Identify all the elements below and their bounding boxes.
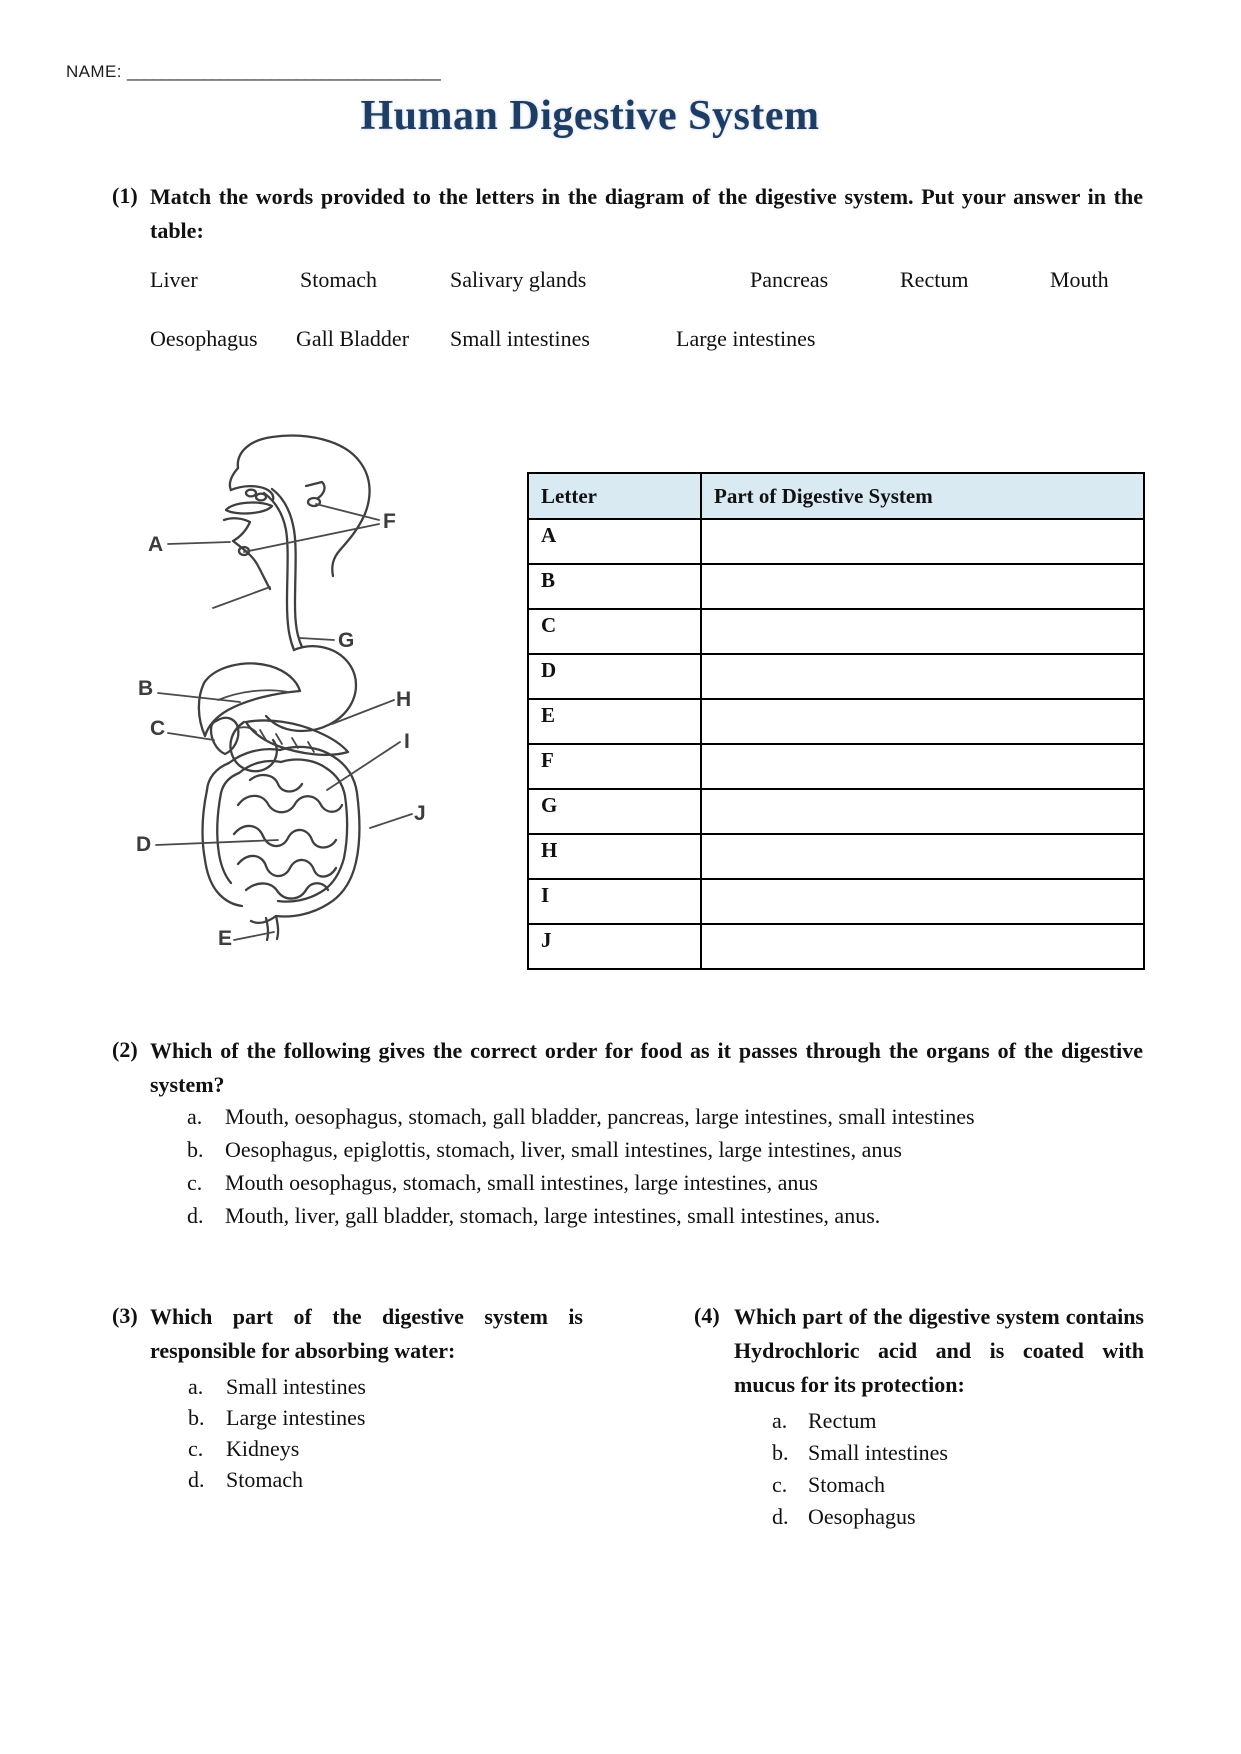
diagram-label-i: I [404,730,410,753]
table-row [528,609,1144,654]
small-intestine [238,796,342,812]
option-letter: c. [187,1170,203,1195]
option-letter: b. [188,1405,205,1430]
salivary-gland-blob [246,490,256,497]
q2-options [187,1104,975,1236]
answer-cell[interactable] [701,519,1144,564]
neck-pointer-line [213,587,270,608]
letter-cell: D [528,654,701,699]
option-row[interactable] [772,1504,948,1536]
option-row[interactable] [772,1408,948,1440]
option-row[interactable] [772,1440,948,1472]
answer-cell[interactable] [701,789,1144,834]
table-row [528,834,1144,879]
answer-cell[interactable] [701,699,1144,744]
q3-number: (3) [112,1303,138,1328]
letter-cell: E [528,699,701,744]
diagram-label-g: G [338,629,355,652]
label-line-f [244,524,379,552]
answer-cell[interactable] [701,879,1144,924]
option-text: Large intestines [226,1405,366,1430]
nose [230,468,238,490]
large-intestine-inner [217,793,231,883]
small-intestine [246,883,328,898]
q2-prompt: Which of the following gives the correct order for food as it passes through the organs of the digestive system? [150,1038,1143,1097]
small-intestine [250,775,302,791]
small-intestine [234,826,336,848]
word-bank-item: Rectum [900,267,969,292]
label-line-h [332,700,394,724]
label-line-f [316,504,379,520]
label-line-c [168,733,214,740]
label-line-a [168,542,230,544]
table-row [528,699,1144,744]
letter-cell: A [528,519,701,564]
word-bank-item: Stomach [300,267,377,292]
q4-options [772,1408,948,1536]
label-line-g [300,638,334,640]
q3-options [188,1374,366,1498]
answer-cell[interactable] [701,564,1144,609]
option-letter: a. [188,1374,204,1399]
table-header-row [528,473,1144,519]
option-row[interactable] [188,1436,366,1467]
page-title: Human Digestive System [360,93,820,139]
answer-cell[interactable] [701,609,1144,654]
q4-number: (4) [694,1303,720,1328]
letter-cell: H [528,834,701,879]
letter-cell: F [528,744,701,789]
word-bank-item: Large intestines [676,326,816,351]
option-row[interactable] [188,1405,366,1436]
option-text: Mouth oesophagus, stomach, small intestines, large intestines, anus [225,1170,818,1195]
table-row [528,564,1144,609]
table-row [528,519,1144,564]
diagram-label-j: J [414,802,426,825]
option-text: Oesophagus [808,1504,916,1529]
oesophagus [264,493,294,650]
option-letter: c. [188,1436,204,1461]
word-bank-item: Salivary glands [450,267,587,292]
option-row[interactable] [187,1170,975,1203]
option-row[interactable] [187,1203,975,1236]
option-text: Mouth, liver, gall bladder, stomach, large intestines, small intestines, anus. [225,1203,881,1228]
name-label: NAME: [66,62,122,81]
head-outline [238,436,370,576]
digestive-system-diagram [100,390,470,970]
letter-cell: B [528,564,701,609]
small-intestine [238,856,336,877]
table-row [528,879,1144,924]
word-bank-item: Mouth [1050,267,1109,292]
option-row[interactable] [188,1467,366,1498]
q1-prompt: Match the words provided to the letters in the diagram of the digestive system. Put your answer in the table: [150,184,1143,243]
word-bank-item: Gall Bladder [296,326,410,351]
option-text: Mouth, oesophagus, stomach, gall bladder, pancreas, large intestines, small intestines [225,1104,975,1129]
option-text: Stomach [226,1467,303,1492]
diagram-label-h: H [396,688,412,711]
name-blank-line[interactable]: _____________________________________ [126,62,440,81]
label-line-i [327,742,400,790]
option-letter: b. [772,1440,789,1465]
title-wrap [40,92,1140,140]
q1-number: (1) [112,183,138,208]
option-letter: c. [772,1472,788,1497]
option-letter: a. [187,1104,203,1129]
word-bank-item: Oesophagus [150,326,258,351]
option-text: Kidneys [226,1436,300,1461]
answer-cell[interactable] [701,924,1144,969]
word-bank-item: Pancreas [750,267,829,292]
option-text: Small intestines [226,1374,366,1399]
name-row [66,62,440,82]
option-text: Oesophagus, epiglottis, stomach, liver, small intestines, large intestines, anus [225,1137,902,1162]
answer-cell[interactable] [701,834,1144,879]
option-row[interactable] [188,1374,366,1405]
option-letter: d. [772,1504,789,1529]
q3-prompt: Which part of the digestive system is responsible for absorbing water: [150,1304,583,1363]
parotid-gland [306,482,325,498]
gall-bladder [211,718,238,754]
option-text: Stomach [808,1472,885,1497]
option-row[interactable] [187,1104,975,1137]
answer-cell[interactable] [701,654,1144,699]
diagram-label-a: A [148,533,164,556]
col-header-letter: Letter [528,473,701,519]
large-intestine-inner [221,760,347,902]
diagram-label-c: C [150,717,166,740]
diagram-label-d: D [136,833,152,856]
stomach [266,646,356,731]
option-text: Rectum [808,1408,877,1433]
letter-cell: G [528,789,701,834]
option-letter: b. [187,1137,204,1162]
q2-number: (2) [112,1037,138,1062]
option-row[interactable] [187,1137,975,1170]
word-bank-item: Liver [150,267,198,292]
answer-cell[interactable] [701,744,1144,789]
diagram-label-f: F [383,510,396,533]
large-intestine [203,790,242,906]
answer-table [527,472,1145,970]
option-text: Small intestines [808,1440,948,1465]
option-row[interactable] [772,1472,948,1504]
option-letter: d. [188,1467,205,1492]
option-letter: d. [187,1203,204,1228]
diagram-label-b: B [138,677,154,700]
word-bank-item: Small intestines [450,326,590,351]
table-row [528,654,1144,699]
letter-cell: J [528,924,701,969]
diagram-label-e: E [218,927,233,950]
table-row [528,744,1144,789]
letter-cell: C [528,609,701,654]
q4-prompt: Which part of the digestive system contains Hydrochloric acid and is coated with mucus for its protection: [734,1304,1144,1397]
col-header-part: Part of Digestive System [701,473,1144,519]
option-letter: a. [772,1408,788,1433]
tongue [226,503,272,514]
label-line-j [370,814,412,828]
table-row [528,924,1144,969]
table-row [528,789,1144,834]
letter-cell: I [528,879,701,924]
